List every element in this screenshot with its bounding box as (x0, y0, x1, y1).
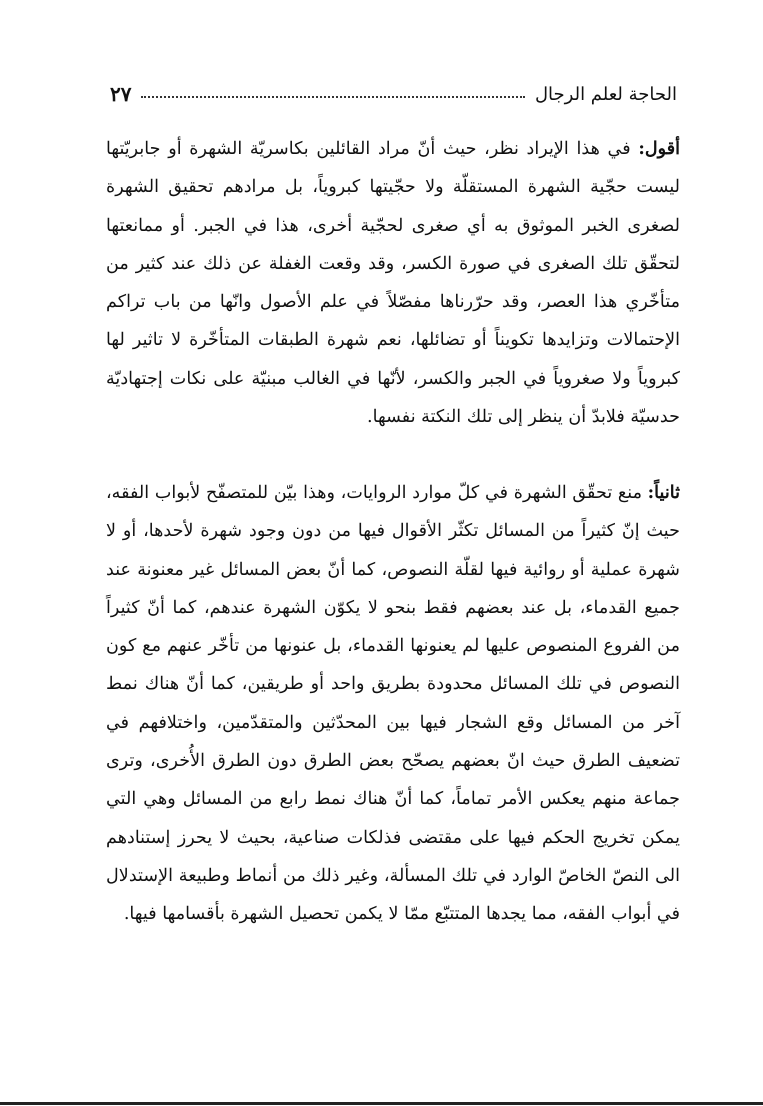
paragraph-lead: أقول: (638, 138, 680, 159)
paragraph-body: منع تحقّق الشهرة في كلّ موارد الروايات، وهذا بيّن للمتصفّح لأبواب الفقه، حيث إنّ كثيراً من المسائل تكثّر الأقوال فيها من دون وجود شهرة لأحدها، أو لا شهرة عملية أو روائية فيها لقلّة النصوص، كما أنّ بعض المسائل غير معنونة عند جميع القدماء، بل عند بعضهم فقط بنحو لا يكوّن الشهرة عندهم، كما أنّ كثيراً من الفروع المنصوص عليها لم يعنونها القدماء، بل عنونها من تأخّر عنهم مع كون النصوص في تلك المسائل محدودة بطريق واحد أو طريقين، كما أنّ هناك نمط آخر من المسائل وقع الشجار فيها بين المحدّثين والمتقدّمين، واختلافهم في تضعيف الطرق حيث انّ بعضهم يصحّح بعض الطرق دون الطرق الأُخرى، وترى جماعة منهم يعكس الأمر تماماً، كما أنّ هناك نمط رابع من المسائل وهي التي يمكن تخريج الحكم فيها على مقتضى فذلكات صناعية، بحيث لا يحرز إستنادهم الى النصّ الخاصّ الوارد في تلك المسألة، وغير ذلك من أنماط وطبيعة الإستدلال في أبواب الفقه، مما يجدها المتتبّع ممّا لا يكمن تحصيل الشهرة بأقسامها فيها. (106, 483, 680, 925)
paragraph-body: في هذا الإيراد نظر، حيث أنّ مراد القائلين بكاسريّة الشهرة أو جابريّتها ليست حجّية الشهرة المستقلّة ولا حجّيتها كبروياً، بل مرادهم تحقيق الشهرة لصغرى الخبر الموثوق به أي صغرى لحجّية أخرى، هذا في الجبر. أو ممانعتها لتحقّق تلك الصغرى في صورة الكسر، وقد وقعت الغفلة عن ذلك عند كثير من متأخّري هذا العصر، وقد حرّرناها مفصّلاً في علم الأصول وانّها من باب تراكم الإحتمالات وتزايدها تكويناً أو تضائلها، نعم شهرة الطبقات المتأخّرة لا تاثير لها كبروياً ولا صغروياً في الجبر والكسر، لأنّها في الغالب مبنيّة على نكات إجتهاديّة حدسيّة فلابدّ أن ينظر إلى تلك النكتة نفسها. (106, 139, 680, 428)
page-bottom-edge (0, 1102, 763, 1105)
page-header (110, 74, 677, 114)
page-number: ٢٧ (110, 82, 132, 106)
header-dot-leader (141, 96, 524, 98)
paragraph-first-response (106, 130, 680, 436)
running-title: الحاجة لعلم الرجال (534, 83, 677, 105)
paragraph-lead: ثانياً: (647, 482, 680, 503)
paragraph-second-response (106, 474, 680, 934)
